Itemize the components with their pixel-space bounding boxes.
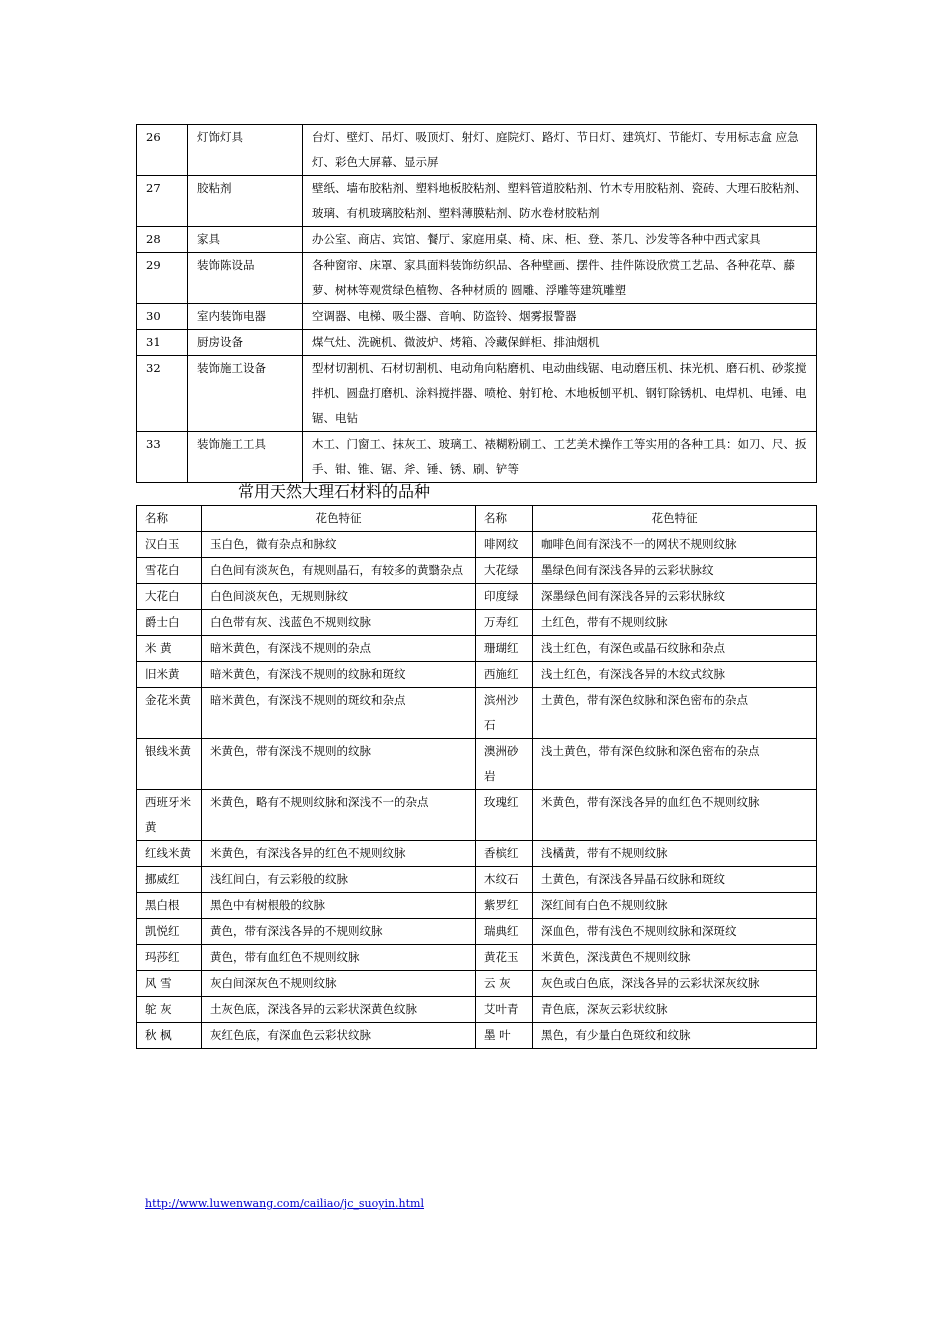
marble-name: 艾叶青 — [476, 997, 533, 1023]
marble-name: 凯悦红 — [137, 919, 202, 945]
marble-feature: 灰白间深灰色不规则纹脉 — [202, 971, 476, 997]
marble-name: 珊瑚红 — [476, 636, 533, 662]
row-items: 空调器、电梯、吸尘器、音响、防盗铃、烟雾报警器 — [303, 304, 817, 330]
marble-name: 大花白 — [137, 584, 202, 610]
row-number: 27 — [137, 176, 188, 227]
marble-feature: 浅土红色，有深浅各异的木纹式纹脉 — [533, 662, 817, 688]
marble-name: 印度绿 — [476, 584, 533, 610]
marble-name: 爵士白 — [137, 610, 202, 636]
table-header-row — [137, 506, 817, 532]
marble-feature: 黄色，带有血红色不规则纹脉 — [202, 945, 476, 971]
marble-feature: 米黄色，深浅黄色不规则纹脉 — [533, 945, 817, 971]
header-feature-1: 花色特征 — [202, 506, 476, 532]
row-category: 胶粘剂 — [188, 176, 303, 227]
marble-name: 大花绿 — [476, 558, 533, 584]
marble-name: 玛莎红 — [137, 945, 202, 971]
marble-name: 木纹石 — [476, 867, 533, 893]
row-number: 32 — [137, 356, 188, 432]
marble-name: 鸵 灰 — [137, 997, 202, 1023]
row-category: 室内装饰电器 — [188, 304, 303, 330]
marble-name: 秋 枫 — [137, 1023, 202, 1049]
header-name-1: 名称 — [137, 506, 202, 532]
table-row — [137, 356, 817, 432]
marble-name: 雪花白 — [137, 558, 202, 584]
row-category: 装饰陈设品 — [188, 253, 303, 304]
row-number: 31 — [137, 330, 188, 356]
marble-feature: 浅土黄色，带有深色纹脉和深色密布的杂点 — [533, 739, 817, 790]
row-items: 型材切割机、石材切割机、电动角向粘磨机、电动曲线锯、电动磨压机、抹光机、磨石机、砂浆搅拌机、圆盘打磨机、涂料搅拌器、喷枪、射钉枪、木地板刨平机、钢钉除锈机、电焊机、电锤、电锯、电钻 — [303, 356, 817, 432]
row-items: 木工、门窗工、抹灰工、玻璃工、裱糊粉刷工、工艺美术操作工等实用的各种工具：如刀、尺、扳手、钳、锥、锯、斧、锤、锈、刷、铲等 — [303, 432, 817, 483]
marble-feature: 黑色，有少量白色斑纹和纹脉 — [533, 1023, 817, 1049]
marble-varieties-table — [136, 505, 817, 1049]
marble-feature: 咖啡色间有深浅不一的网状不规则纹脉 — [533, 532, 817, 558]
table-row — [137, 997, 817, 1023]
table-row — [137, 971, 817, 997]
table-row — [137, 227, 817, 253]
row-category: 家具 — [188, 227, 303, 253]
table-row — [137, 330, 817, 356]
source-link[interactable]: http://www.luwenwang.com/cailiao/jc_suoyin.html — [145, 1197, 425, 1210]
table-row — [137, 304, 817, 330]
marble-name: 瑞典红 — [476, 919, 533, 945]
marble-feature: 土灰色底，深浅各异的云彩状深黄色纹脉 — [202, 997, 476, 1023]
marble-feature: 暗米黄色，有深浅不规则的杂点 — [202, 636, 476, 662]
table-row — [137, 636, 817, 662]
marble-feature: 青色底，深灰云彩状纹脉 — [533, 997, 817, 1023]
row-items: 办公室、商店、宾馆、餐厅、家庭用桌、椅、床、柜、登、茶几、沙发等各种中西式家具 — [303, 227, 817, 253]
table-row — [137, 739, 817, 790]
row-number: 26 — [137, 125, 188, 176]
marble-feature: 浅土红色，有深色或晶石纹脉和杂点 — [533, 636, 817, 662]
table-row — [137, 432, 817, 483]
marble-feature: 深血色，带有浅色不规则纹脉和深斑纹 — [533, 919, 817, 945]
row-items: 煤气灶、洗碗机、微波炉、烤箱、冷藏保鲜柜、排油烟机 — [303, 330, 817, 356]
marble-name: 万寿红 — [476, 610, 533, 636]
marble-name: 啡网纹 — [476, 532, 533, 558]
materials-table — [136, 124, 817, 483]
table-row — [137, 610, 817, 636]
marble-name: 玫瑰红 — [476, 790, 533, 841]
marble-feature: 深墨绿色间有深浅各异的云彩状脉纹 — [533, 584, 817, 610]
table-row — [137, 558, 817, 584]
table-row — [137, 584, 817, 610]
row-number: 29 — [137, 253, 188, 304]
marble-feature: 黄色，带有深浅各异的不规则纹脉 — [202, 919, 476, 945]
marble-name: 汉白玉 — [137, 532, 202, 558]
marble-feature: 浅橘黄，带有不规则纹脉 — [533, 841, 817, 867]
marble-feature: 米黄色，略有不规则纹脉和深浅不一的杂点 — [202, 790, 476, 841]
marble-name: 风 雪 — [137, 971, 202, 997]
table-row — [137, 176, 817, 227]
marble-name: 黄花玉 — [476, 945, 533, 971]
marble-name: 西施红 — [476, 662, 533, 688]
marble-name: 滨州沙石 — [476, 688, 533, 739]
marble-feature: 米黄色，带有深浅不规则的纹脉 — [202, 739, 476, 790]
marble-feature: 米黄色，有深浅各异的红色不规则纹脉 — [202, 841, 476, 867]
row-number: 30 — [137, 304, 188, 330]
table-row — [137, 893, 817, 919]
marble-feature: 暗米黄色，有深浅不规则的纹脉和斑纹 — [202, 662, 476, 688]
table-row — [137, 125, 817, 176]
marble-feature: 白色间淡灰色，无规则脉纹 — [202, 584, 476, 610]
marble-name: 米 黄 — [137, 636, 202, 662]
row-category: 厨房设备 — [188, 330, 303, 356]
table-row — [137, 688, 817, 739]
marble-feature: 土红色，带有不规则纹脉 — [533, 610, 817, 636]
marble-feature: 白色带有灰、浅蓝色不规则纹脉 — [202, 610, 476, 636]
row-number: 28 — [137, 227, 188, 253]
marble-feature: 白色间有淡灰色，有规则晶石，有较多的黄翳杂点 — [202, 558, 476, 584]
marble-feature: 玉白色，微有杂点和脉纹 — [202, 532, 476, 558]
row-category: 灯饰灯具 — [188, 125, 303, 176]
table-row — [137, 662, 817, 688]
table-row — [137, 945, 817, 971]
table-row — [137, 532, 817, 558]
marble-feature: 灰色或白色底，深浅各异的云彩状深灰纹脉 — [533, 971, 817, 997]
marble-name: 紫罗红 — [476, 893, 533, 919]
header-feature-2: 花色特征 — [533, 506, 817, 532]
table-row — [137, 1023, 817, 1049]
table-row — [137, 253, 817, 304]
marble-name: 金花米黄 — [137, 688, 202, 739]
marble-feature: 墨绿色间有深浅各异的云彩状脉纹 — [533, 558, 817, 584]
row-items: 各种窗帘、床罩、家具面料装饰纺织品、各种壁画、摆件、挂件陈设欣赏工艺品、各种花草、藤萝、树林等观赏绿色植物、各种材质的 圆雕、浮雕等建筑雕塑 — [303, 253, 817, 304]
marble-name: 黑白根 — [137, 893, 202, 919]
marble-feature: 土黄色，有深浅各异晶石纹脉和斑纹 — [533, 867, 817, 893]
marble-name: 旧米黄 — [137, 662, 202, 688]
marble-feature: 暗米黄色，有深浅不规则的斑纹和杂点 — [202, 688, 476, 739]
header-name-2: 名称 — [476, 506, 533, 532]
marble-feature: 浅红间白，有云彩般的纹脉 — [202, 867, 476, 893]
marble-feature: 米黄色，带有深浅各异的血红色不规则纹脉 — [533, 790, 817, 841]
table-row — [137, 919, 817, 945]
marble-name: 澳洲砂岩 — [476, 739, 533, 790]
row-items: 台灯、壁灯、吊灯、吸顶灯、射灯、庭院灯、路灯、节日灯、建筑灯、节能灯、专用标志盒 应急灯、彩色大屏幕、显示屏 — [303, 125, 817, 176]
marble-feature: 灰红色底，有深血色云彩状纹脉 — [202, 1023, 476, 1049]
table-row — [137, 867, 817, 893]
marble-name: 挪威红 — [137, 867, 202, 893]
marble-name: 云 灰 — [476, 971, 533, 997]
marble-name: 西班牙米黄 — [137, 790, 202, 841]
marble-feature: 土黄色，带有深色纹脉和深色密布的杂点 — [533, 688, 817, 739]
row-items: 壁纸、墙布胶粘剂、塑料地板胶粘剂、塑料管道胶粘剂、竹木专用胶粘剂、瓷砖、大理石胶粘剂、玻璃、有机玻璃胶粘剂、塑料薄膜粘剂、防水卷材胶粘剂 — [303, 176, 817, 227]
table-row — [137, 790, 817, 841]
marble-feature: 黑色中有树根般的纹脉 — [202, 893, 476, 919]
marble-name: 红线米黄 — [137, 841, 202, 867]
marble-name: 银线米黄 — [137, 739, 202, 790]
table-row — [137, 841, 817, 867]
row-category: 装饰施工设备 — [188, 356, 303, 432]
marble-name: 香槟红 — [476, 841, 533, 867]
marble-name: 墨 叶 — [476, 1023, 533, 1049]
row-number: 33 — [137, 432, 188, 483]
row-category: 装饰施工工具 — [188, 432, 303, 483]
marble-feature: 深红间有白色不规则纹脉 — [533, 893, 817, 919]
marble-table-title: 常用天然大理石材料的品种 — [238, 482, 431, 501]
